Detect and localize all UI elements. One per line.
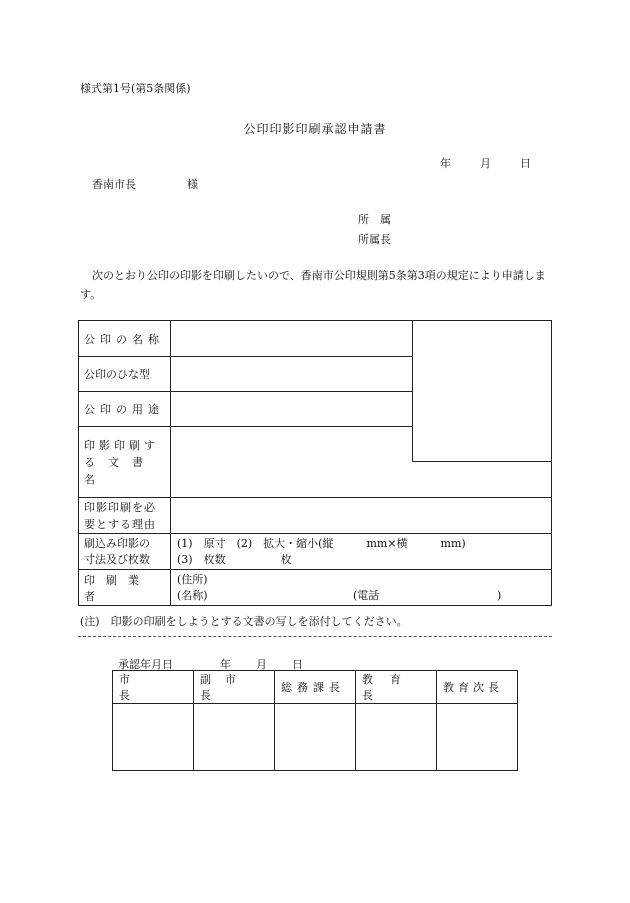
printer-tel-close: ) — [497, 588, 502, 602]
label-doc-name-2: る文書名 — [84, 455, 156, 486]
label-printer: 印刷業者 — [84, 573, 150, 603]
body-text: 次のとおり公印の印影を印刷したいので、香南市公印規則第5条第3項の規定により申請します。 — [80, 269, 546, 301]
seal-impression-box — [412, 320, 552, 462]
approval-year: 年 — [220, 658, 231, 671]
seal-cell-mayor[interactable] — [113, 704, 194, 771]
label-seal-name — [84, 331, 166, 347]
printer-tel-open: (電話 — [353, 588, 380, 602]
label-seal-use: 公印の用途 — [84, 403, 164, 416]
approval-date-label: 承認年月日 — [118, 658, 173, 671]
document-title: 公印印影印刷承認申請書 — [243, 122, 387, 136]
addressee-honorific: 様 — [187, 178, 198, 191]
header-mayor: 市長 — [119, 673, 174, 702]
seal-cell-superintendent[interactable] — [356, 704, 437, 771]
label-reason-1: 印影印刷を必 — [84, 500, 156, 514]
date-year: 年 — [440, 157, 451, 170]
approval-seal-row — [113, 704, 518, 771]
addressee — [92, 176, 198, 192]
approval-month: 月 — [256, 658, 267, 671]
size-options-line2: (3) 枚数 枚 — [177, 552, 292, 566]
size-options-line1: (1) 原寸 (2) 拡大・縮小(縦 mm×横 mm) — [177, 536, 466, 550]
seal-cell-deputy-mayor[interactable] — [194, 704, 275, 771]
note-text: (注) 印影の印刷をしようとする文書の写しを添付してください。 — [80, 615, 408, 628]
form-number: 様式第1号(第5条関係) — [80, 82, 191, 95]
label-size-1: 刷込み印影の — [84, 536, 150, 550]
row-size — [79, 534, 552, 570]
row-printer — [79, 570, 552, 606]
printer-address-label: (住所) — [177, 572, 208, 586]
label-seal-model: 公印のひな型 — [79, 357, 171, 392]
seal-cell-general-affairs-chief[interactable] — [275, 704, 356, 771]
label-reason-2: 要とする理由 — [84, 517, 156, 531]
date-day: 日 — [520, 157, 531, 170]
header-superintendent: 教育長 — [362, 673, 418, 702]
cut-line — [78, 636, 552, 637]
date-month: 月 — [480, 157, 491, 170]
header-deputy-superintendent: 教育次長 — [443, 681, 503, 694]
approval-day: 日 — [292, 658, 303, 671]
approval-header-row — [113, 671, 518, 704]
applicant-dept: 所 属 — [358, 213, 391, 226]
header-deputy-mayor: 副市長 — [200, 673, 250, 702]
approval-stamp-table — [112, 670, 518, 771]
label-size-2: 寸法及び枚数 — [84, 552, 150, 566]
printer-name-label: (名称) — [177, 588, 208, 602]
label-text: 公印の名称 — [84, 332, 164, 346]
seal-cell-deputy-superintendent[interactable] — [437, 704, 518, 771]
label-doc-name-1: 印影印刷す — [84, 438, 159, 452]
field-reason[interactable] — [171, 498, 552, 534]
application-date — [440, 155, 531, 171]
applicant-dept-head: 所属長 — [358, 233, 391, 246]
row-reason — [79, 498, 552, 534]
header-general-affairs-chief: 総務課長 — [281, 681, 345, 694]
addressee-name: 香南市長 — [92, 178, 136, 191]
